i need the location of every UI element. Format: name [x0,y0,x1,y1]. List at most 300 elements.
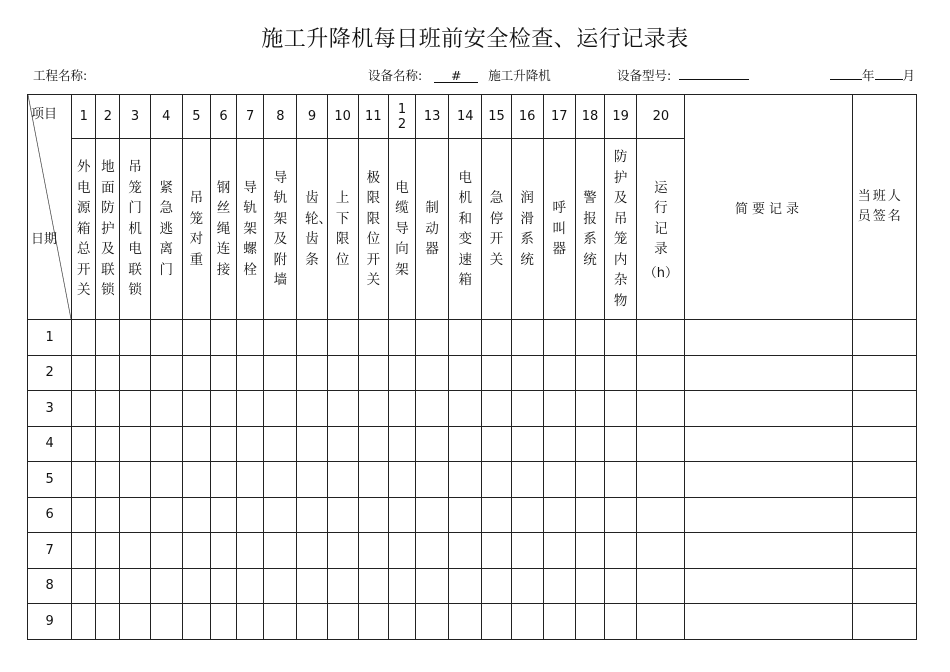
check-cell[interactable] [637,355,685,391]
col-num-7 [237,95,264,139]
check-cell[interactable] [237,462,264,498]
check-cell[interactable] [120,391,150,427]
check-cell[interactable] [120,533,150,569]
signer-cell[interactable] [853,355,917,391]
check-cell[interactable] [416,604,449,640]
check-cell[interactable] [210,533,236,569]
table-row [28,426,917,462]
check-cell[interactable] [575,568,604,604]
check-cell[interactable] [358,426,388,462]
check-cell[interactable] [605,426,637,462]
device-name-field [368,66,551,84]
check-cell[interactable] [416,391,449,427]
col-label-14 [449,139,482,320]
check-cell[interactable] [237,497,264,533]
check-cell[interactable] [237,320,264,356]
check-cell[interactable] [511,533,543,569]
device-name-label: 设备名称: [368,68,423,83]
check-cell[interactable] [182,533,210,569]
check-cell[interactable] [482,497,511,533]
signer-header-label: 当班人员签名 [857,189,903,224]
check-cell[interactable] [96,568,120,604]
col-label-9 [297,139,332,320]
col-num-text: 13 [423,109,441,124]
signer-cell[interactable] [853,320,917,356]
signer-cell[interactable] [853,604,917,640]
check-cell[interactable] [210,391,236,427]
check-cell[interactable] [182,462,210,498]
col-label-text: 运行记录 [654,179,668,257]
check-cell[interactable] [327,533,358,569]
check-cell[interactable] [511,604,543,640]
check-cell[interactable] [327,426,358,462]
check-cell[interactable] [388,462,415,498]
col-num-text: 12 [397,101,407,132]
check-cell[interactable] [543,426,575,462]
table-row [28,568,917,604]
col-label-text: 电机和变速箱 [458,169,473,288]
col-label-text: 呼叫器 [552,200,567,258]
col-num-18 [575,95,604,139]
col-num-13 [416,95,449,139]
row-date-cell: 9 [28,604,72,640]
table-row [28,604,917,640]
summary-cell[interactable] [685,568,853,604]
check-cell[interactable] [72,462,96,498]
check-cell[interactable] [449,320,482,356]
check-cell[interactable] [637,391,685,427]
check-cell[interactable] [416,497,449,533]
check-cell[interactable] [575,320,604,356]
check-cell[interactable] [575,604,604,640]
check-cell[interactable] [120,568,150,604]
col-label-7 [237,139,264,320]
check-cell[interactable] [605,497,637,533]
col-num-19 [605,95,637,139]
check-cell[interactable] [482,320,511,356]
check-cell[interactable] [327,462,358,498]
col-label-15 [482,139,511,320]
check-cell[interactable] [210,568,236,604]
check-cell[interactable] [449,462,482,498]
check-cell[interactable] [237,604,264,640]
check-cell[interactable] [575,355,604,391]
table-row [28,462,917,498]
check-cell[interactable] [482,462,511,498]
row-date-cell: 2 [28,355,72,391]
col-label-6 [210,139,236,320]
check-cell[interactable] [150,355,182,391]
check-cell[interactable] [210,355,236,391]
col-num-9 [297,95,327,139]
col-num-text: 8 [276,109,285,124]
check-cell[interactable] [575,533,604,569]
col-num-11 [358,95,388,139]
device-name-value: 施工升降机 [488,68,551,83]
row-date-cell: 6 [28,497,72,533]
col-num-3 [120,95,150,139]
check-cell[interactable] [605,462,637,498]
check-cell[interactable] [297,497,327,533]
col-num-5 [182,95,210,139]
device-model-label: 设备型号: [617,68,672,83]
col-label-20 [637,139,685,320]
check-cell[interactable] [605,320,637,356]
project-name-label: 工程名称: [33,68,88,83]
check-cell[interactable] [543,462,575,498]
summary-cell[interactable] [685,391,853,427]
check-cell[interactable] [210,462,236,498]
check-cell[interactable] [96,462,120,498]
check-cell[interactable] [575,426,604,462]
check-cell[interactable] [543,391,575,427]
check-cell[interactable] [511,355,543,391]
check-cell[interactable] [388,426,415,462]
month-label: 月 [902,68,916,83]
check-cell[interactable] [264,497,297,533]
check-cell[interactable] [150,533,182,569]
check-cell[interactable] [210,604,236,640]
table-row [28,391,917,427]
col-num-15 [482,95,511,139]
check-cell[interactable] [416,462,449,498]
check-cell[interactable] [637,320,685,356]
check-cell[interactable] [120,320,150,356]
check-cell[interactable] [605,391,637,427]
col-label-text: 齿轮、齿条 [305,190,332,268]
date-field [830,66,915,84]
check-cell[interactable] [72,604,96,640]
check-cell[interactable] [297,533,327,569]
check-cell[interactable] [96,391,120,427]
col-label-text: 导轨架及附墙 [273,169,288,288]
check-cell[interactable] [150,320,182,356]
check-cell[interactable] [358,568,388,604]
check-cell[interactable] [637,426,685,462]
check-cell[interactable] [482,533,511,569]
col-num-text: 11 [365,109,382,124]
check-cell[interactable] [543,568,575,604]
check-cell[interactable] [72,391,96,427]
table-row [28,533,917,569]
check-cell[interactable] [264,568,297,604]
check-cell[interactable] [72,568,96,604]
check-cell[interactable] [575,497,604,533]
check-cell[interactable] [120,426,150,462]
check-cell[interactable] [605,533,637,569]
check-cell[interactable] [96,426,120,462]
col-label-text: 外电源箱总开关 [77,159,91,299]
check-cell[interactable] [482,426,511,462]
corner-header [28,95,72,320]
check-cell[interactable] [358,355,388,391]
col-num-6 [210,95,236,139]
row-date-cell: 1 [28,320,72,356]
check-cell[interactable] [96,533,120,569]
col-label-text: 上下限位 [335,190,350,268]
check-cell[interactable] [605,355,637,391]
check-cell[interactable] [637,604,685,640]
check-cell[interactable] [297,568,327,604]
summary-cell[interactable] [685,320,853,356]
check-cell[interactable] [449,533,482,569]
col-label-17 [543,139,575,320]
check-cell[interactable] [637,533,685,569]
col-num-text: 2 [103,109,113,124]
check-cell[interactable] [482,568,511,604]
check-cell[interactable] [210,320,236,356]
col-num-text: 20 [652,109,670,124]
col-num-8 [264,95,297,139]
check-cell[interactable] [297,604,327,640]
col-label-4 [150,139,182,320]
check-cell[interactable] [543,320,575,356]
col-num-14 [449,95,482,139]
check-cell[interactable] [449,604,482,640]
signer-header [853,95,917,320]
device-model-field [617,66,749,84]
summary-cell[interactable] [685,426,853,462]
check-cell[interactable] [150,391,182,427]
check-cell[interactable] [297,355,327,391]
signer-cell[interactable] [853,568,917,604]
check-cell[interactable] [327,391,358,427]
check-cell[interactable] [543,604,575,640]
signer-cell[interactable] [853,462,917,498]
signer-cell[interactable] [853,497,917,533]
check-cell[interactable] [416,533,449,569]
row-date-cell: 3 [28,391,72,427]
check-cell[interactable] [237,391,264,427]
check-cell[interactable] [358,462,388,498]
check-cell[interactable] [150,604,182,640]
check-cell[interactable] [511,497,543,533]
row-date-cell: 4 [28,426,72,462]
check-cell[interactable] [72,533,96,569]
col-num-1 [72,95,96,139]
table-row [28,355,917,391]
check-cell[interactable] [96,497,120,533]
col-num-text: 19 [612,109,629,124]
row-date-cell: 7 [28,533,72,569]
check-cell[interactable] [637,462,685,498]
month-blank [875,66,903,80]
col-label-8 [264,139,297,320]
check-cell[interactable] [120,497,150,533]
col-label-12 [388,139,415,320]
check-cell[interactable] [511,462,543,498]
check-cell[interactable] [511,391,543,427]
col-num-10 [327,95,358,139]
check-cell[interactable] [264,355,297,391]
check-cell[interactable] [96,604,120,640]
check-cell[interactable] [182,604,210,640]
signer-cell[interactable] [853,426,917,462]
check-cell[interactable] [297,426,327,462]
check-cell[interactable] [543,533,575,569]
check-cell[interactable] [182,426,210,462]
summary-cell[interactable] [685,462,853,498]
check-cell[interactable] [637,497,685,533]
check-cell[interactable] [416,568,449,604]
col-label-text: 吊笼门机电联锁 [128,159,142,299]
check-cell[interactable] [120,355,150,391]
check-cell[interactable] [543,497,575,533]
col-label-text: 导轨架螺栓 [243,179,257,278]
check-cell[interactable] [388,355,415,391]
check-cell[interactable] [482,391,511,427]
check-cell[interactable] [605,568,637,604]
check-cell[interactable] [388,604,415,640]
check-cell[interactable] [358,604,388,640]
check-cell[interactable] [358,391,388,427]
check-cell[interactable] [96,355,120,391]
check-cell[interactable] [575,462,604,498]
col-label-text: 防护及吊笼内杂物 [613,149,628,309]
check-cell[interactable] [358,497,388,533]
check-cell[interactable] [511,426,543,462]
check-cell[interactable] [182,391,210,427]
col-label-5 [182,139,210,320]
check-cell[interactable] [72,497,96,533]
col-num-20 [637,95,685,139]
check-cell[interactable] [297,462,327,498]
check-cell[interactable] [449,355,482,391]
col-num-text: 3 [130,109,140,124]
summary-cell[interactable] [685,604,853,640]
check-cell[interactable] [327,320,358,356]
check-cell[interactable] [511,320,543,356]
check-cell[interactable] [416,426,449,462]
col-num-4 [150,95,182,139]
check-cell[interactable] [72,426,96,462]
year-label: 年 [862,68,875,83]
year-blank [830,66,862,80]
device-model-blank [679,66,749,80]
col-label-2 [96,139,120,320]
check-cell[interactable] [264,533,297,569]
row-date-cell: 8 [28,568,72,604]
check-cell[interactable] [150,568,182,604]
check-cell[interactable] [264,391,297,427]
check-cell[interactable] [327,355,358,391]
check-cell[interactable] [297,391,327,427]
signer-cell[interactable] [853,391,917,427]
check-cell[interactable] [388,568,415,604]
check-cell[interactable] [210,497,236,533]
col-num-text: 6 [219,109,228,124]
check-cell[interactable] [449,497,482,533]
check-cell[interactable] [482,355,511,391]
row-date-cell: 5 [28,462,72,498]
check-cell[interactable] [637,568,685,604]
col-label-text: 润滑系统 [520,190,534,268]
col-num-text: 1 [79,109,88,124]
col-num-text: 9 [307,109,317,124]
col-label-11 [358,139,388,320]
check-cell[interactable] [182,497,210,533]
check-cell[interactable] [605,604,637,640]
check-cell[interactable] [182,355,210,391]
check-cell[interactable] [388,533,415,569]
check-cell[interactable] [449,391,482,427]
check-cell[interactable] [72,355,96,391]
check-cell[interactable] [72,320,96,356]
check-cell[interactable] [264,320,297,356]
check-cell[interactable] [327,497,358,533]
check-cell[interactable] [264,426,297,462]
col-label-16 [511,139,543,320]
check-cell[interactable] [150,426,182,462]
col-num-text: 14 [457,109,474,124]
check-cell[interactable] [150,497,182,533]
check-cell[interactable] [358,320,388,356]
check-cell[interactable] [237,355,264,391]
project-name-field [33,66,87,84]
check-cell[interactable] [416,320,449,356]
col-label-1 [72,139,96,320]
check-cell[interactable] [388,497,415,533]
check-cell[interactable] [449,426,482,462]
col-label-13 [416,139,449,320]
check-cell[interactable] [416,355,449,391]
device-number-value: # [434,69,478,83]
check-cell[interactable] [237,426,264,462]
check-cell[interactable] [150,462,182,498]
col-num-text: 10 [334,109,351,124]
check-cell[interactable] [210,426,236,462]
check-cell[interactable] [264,604,297,640]
check-cell[interactable] [482,604,511,640]
table-row [28,497,917,533]
col-num-12 [388,95,415,139]
check-cell[interactable] [388,391,415,427]
check-cell[interactable] [575,391,604,427]
col-num-16 [511,95,543,139]
col-label-text: 电缆导向架 [395,179,409,278]
check-cell[interactable] [327,604,358,640]
check-cell[interactable] [388,320,415,356]
check-cell[interactable] [327,568,358,604]
check-cell[interactable] [264,462,297,498]
page-title: 施工升降机每日班前安全检查、运行记录表 [261,27,689,52]
signer-cell[interactable] [853,533,917,569]
col-label-text: 地面防护及联锁 [101,159,115,299]
col-num-text: 5 [192,109,201,124]
check-cell[interactable] [120,604,150,640]
check-cell[interactable] [543,355,575,391]
check-cell[interactable] [120,462,150,498]
col-label-10 [327,139,358,320]
inspection-table [27,94,917,640]
check-cell[interactable] [182,568,210,604]
check-cell[interactable] [182,320,210,356]
check-cell[interactable] [511,568,543,604]
check-cell[interactable] [358,533,388,569]
check-cell[interactable] [96,320,120,356]
summary-cell[interactable] [685,533,853,569]
check-cell[interactable] [237,568,264,604]
check-cell[interactable] [449,568,482,604]
col-num-text: 7 [246,109,255,124]
check-cell[interactable] [237,533,264,569]
check-cell[interactable] [297,320,327,356]
summary-cell[interactable] [685,497,853,533]
col-num-text: 15 [488,109,505,124]
col-label-text: 吊笼对重 [189,190,204,268]
summary-cell[interactable] [685,355,853,391]
corner-date-label: 日期 [31,232,58,247]
